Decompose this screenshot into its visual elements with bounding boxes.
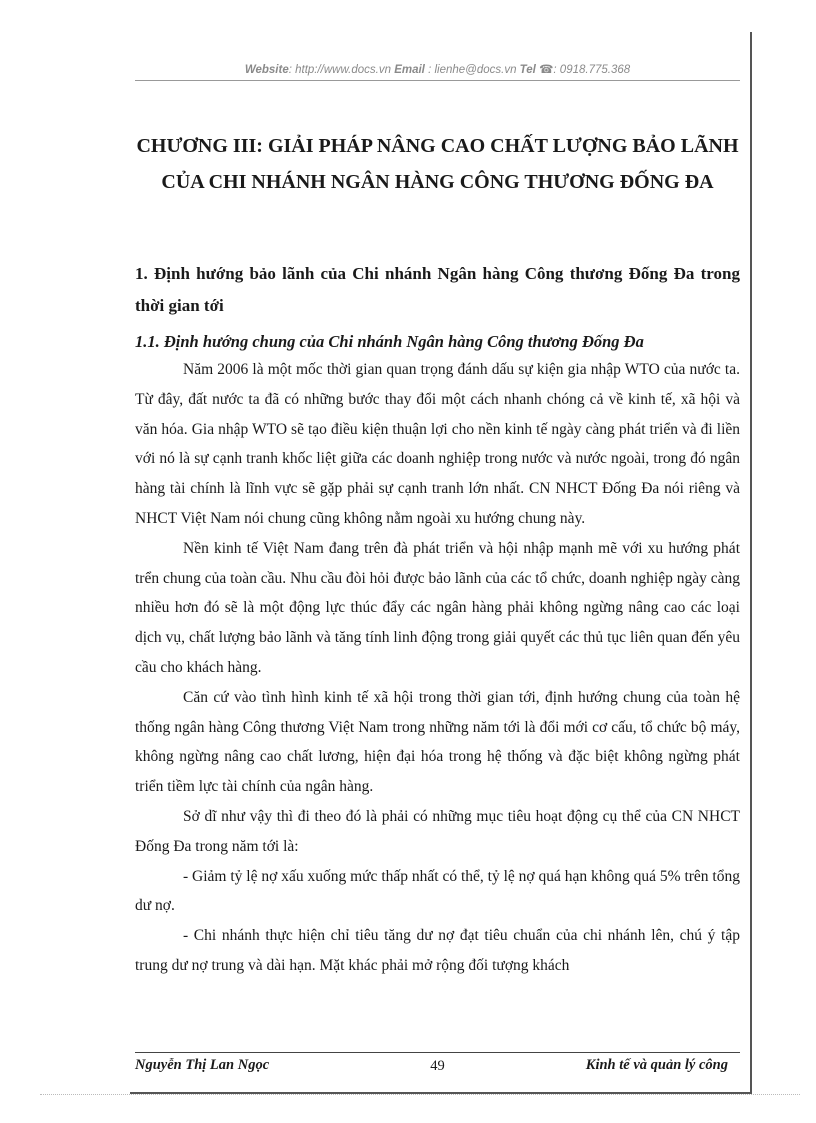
page-number: 49 [430, 1058, 445, 1074]
footer-author: Nguyễn Thị Lan Ngọc [135, 1057, 270, 1073]
paragraph: Nền kinh tế Việt Nam đang trên đà phát triển và hội nhập mạnh mẽ với xu hướng phát trển chung của toàn cầu. Nhu cầu đòi hỏi được bảo lãnh của các tổ chức, doanh nghiệp ngày càng nhiều hơn đó sẽ là một động lực thúc đẩy các ngân hàng phải không ngừng nâng cao các loại dịch vụ, chất lượng bảo lãnh và tăng tính linh động trong giải quyết các thủ tục liên quan đến yêu cầu cho khách hàng. [135, 539, 740, 676]
page-header [135, 62, 740, 76]
footer-rule [135, 1052, 740, 1053]
email-value: : lienhe@docs.vn [428, 64, 517, 76]
subsection-title: 1.1. Định hướng chung của Chi nhánh Ngân hàng Công thương Đống Đa [135, 332, 644, 351]
page-footer [135, 1057, 740, 1077]
website-label: Website [244, 64, 289, 76]
list-item: - Giảm tỷ lệ nợ xấu xuống mức thấp nhất có thể, tỷ lệ nợ quá hạn không quá 5% trên tổng dư nợ. [135, 867, 740, 915]
body-text [135, 355, 740, 981]
paragraph: Sở dĩ như vậy thì đi theo đó là phải có những mục tiêu hoạt động cụ thể của CN NHCT Đống Đa trong năm tới là: [135, 807, 740, 855]
website-value: : http://www.docs.vn [288, 64, 391, 76]
tel-label: Tel [519, 64, 536, 76]
header-rule [135, 80, 740, 81]
paragraph: Năm 2006 là một mốc thời gian quan trọng đánh dấu sự kiện gia nhập WTO của nước ta. Từ đây, đất nước ta đã có những bước thay đổi một cách nhanh chóng cả về kinh tế, xã hội và văn hóa. Gia nhập WTO sẽ tạo điều kiện thuận lợi cho nền kinh tế ngày càng phát triển và đi liền với nó là sự cạnh tranh khốc liệt giữa các doanh nghiệp trong nước và nước ngoài, trong đó ngân hàng tài chính là lĩnh vực sẽ gặp phải sự cạnh tranh lớn nhất. CN NHCT Đống Đa nói riêng và NHCT Việt Nam nói chung cũng không nằm ngoài xu hướng chung này. [135, 361, 740, 527]
chapter-title: CHƯƠNG III: GIẢI PHÁP NÂNG CAO CHẤT LƯỢNG BẢO LÃNH CỦA CHI NHÁNH NGÂN HÀNG CÔNG THƯƠNG ĐỐNG ĐA [136, 135, 739, 193]
bottom-dotted-line [40, 1094, 800, 1095]
phone-icon: ☎ [539, 64, 554, 76]
tel-value: : 0918.775.368 [553, 64, 631, 76]
footer-department: Kinh tế và quản lý công [585, 1057, 728, 1073]
list-item: - Chi nhánh thực hiện chỉ tiêu tăng dư nợ đạt tiêu chuẩn của chi nhánh lên, chú ý tập trung dư nợ trung và dài hạn. Mặt khác phải mở rộng đối tượng khách [135, 927, 740, 974]
paragraph: Căn cứ vào tình hình kinh tế xã hội trong thời gian tới, định hướng chung của toàn hệ thống ngân hàng Công thương Việt Nam trong những năm tới là đổi mới cơ cấu, tổ chức bộ máy, không ngừng nâng cao chất lương, hiện đại hóa trong hệ thống và đặc biệt không ngừng phát triển tiềm lực tài chính của ngân hàng. [135, 688, 740, 796]
section-title: 1. Định hướng bảo lãnh của Chi nhánh Ngân hàng Công thương Đống Đa trong thời gian tới [135, 264, 740, 315]
email-label: Email [394, 64, 425, 76]
